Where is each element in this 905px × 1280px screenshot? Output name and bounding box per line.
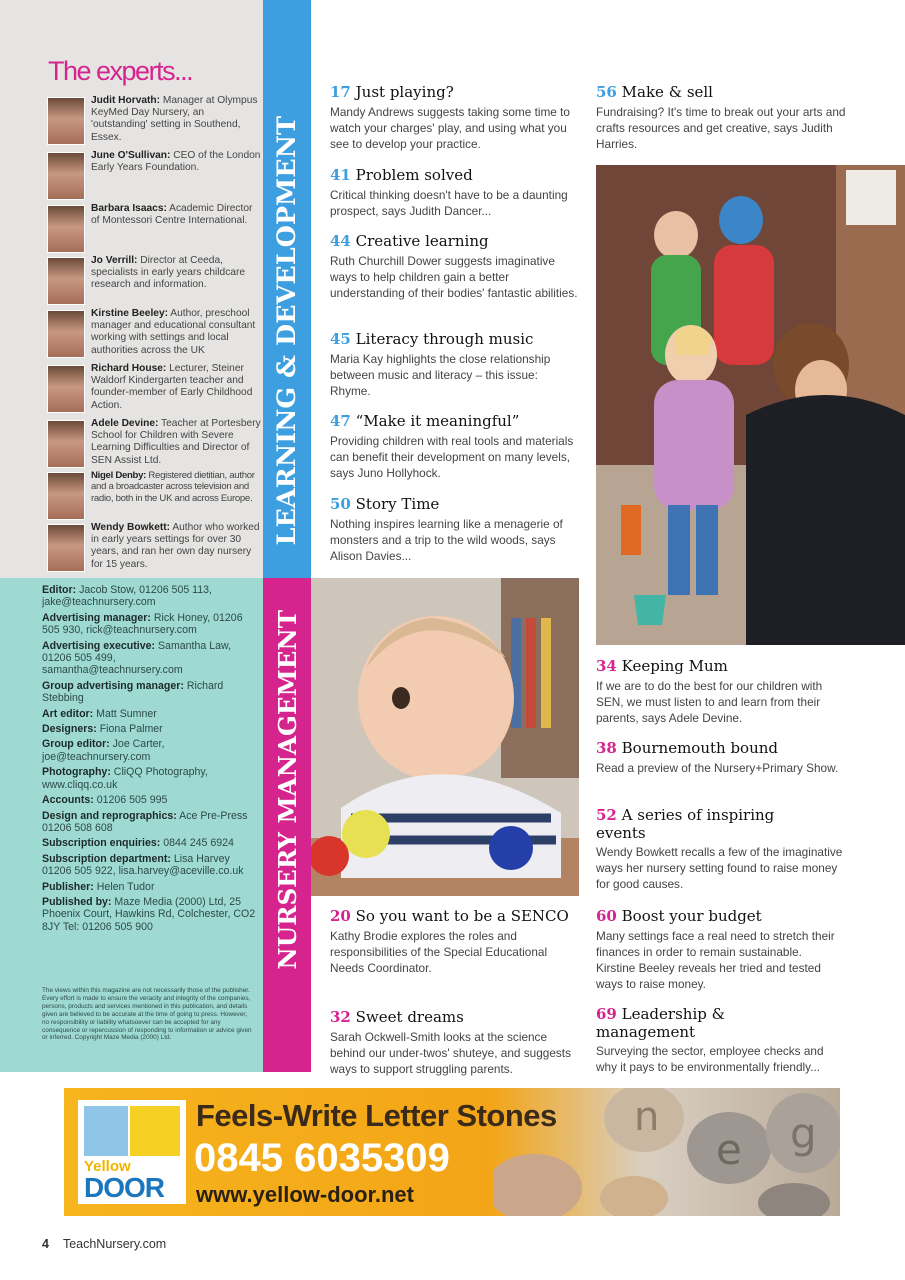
article-45[interactable] (330, 331, 580, 399)
expert-name: Adele Devine: (91, 418, 159, 429)
experts-title: The experts... (48, 56, 193, 86)
article-title: So you want to be a SENCO (355, 907, 569, 925)
credits-list (42, 584, 258, 936)
article-41[interactable] (330, 167, 580, 219)
baby-illustration (311, 578, 579, 896)
article-20[interactable] (330, 908, 575, 976)
expert-bio: Academic Director of Montessori Centre International. (91, 203, 253, 227)
article-52[interactable] (596, 807, 844, 892)
article-number: 45 (330, 330, 351, 348)
credit-designers: Designers: Fiona Palmer (42, 723, 163, 736)
expert-name: Barbara Isaacs: (91, 203, 167, 214)
advert-url[interactable]: www.yellow-door.net (196, 1182, 414, 1207)
article-number: 47 (330, 412, 351, 430)
article-desc: Sarah Ockwell-Smith looks at the science behind our under-twos' shuteye, and suggests ways to support struggling parents. (330, 1029, 571, 1076)
expert-bio: CEO of the London Early Years Foundation. (91, 150, 261, 174)
article-number: 38 (596, 739, 617, 757)
article-desc: Nothing inspires learning like a menagerie of monsters and a trip to the wild woods, says Alison Davies... (330, 516, 563, 563)
credit-published-by: Published by: Maze Media (2000) Ltd, 25 Phoenix Court, Hawkins Rd, Colchester, CO2 8JY Tel: 01206 505 900 (42, 895, 256, 933)
expert-name: Kirstine Beeley: (91, 308, 169, 319)
article-desc: Ruth Churchill Dower suggests imaginative ways to help children gain a better understanding of their bodies' fantastic abilities. (330, 253, 578, 300)
article-38[interactable] (596, 740, 844, 776)
article-32[interactable] (330, 1009, 580, 1077)
expert-photo (47, 472, 85, 520)
logo-door-text: DOOR (84, 1172, 164, 1203)
article-desc: Kathy Brodie explores the roles and responsibilities of the Special Educational Needs Coordinator. (330, 928, 548, 975)
yellow-door-advert[interactable] (64, 1088, 840, 1216)
article-60[interactable] (596, 908, 844, 992)
expert-name: Jo Verrill: (91, 255, 138, 266)
article-title: Keeping Mum (621, 657, 728, 675)
credit-accounts: Accounts: 01206 505 995 (42, 794, 168, 807)
footer-site: TeachNursery.com (62, 1237, 167, 1251)
article-number: 17 (330, 83, 351, 101)
expert-name: Richard House: (91, 363, 167, 374)
expert-photo (47, 420, 85, 468)
article-69[interactable] (596, 1006, 844, 1075)
article-number: 60 (596, 907, 617, 925)
article-34[interactable] (596, 658, 844, 726)
expert-name: June O'Sullivan: (91, 150, 171, 161)
credit-ad-manager: Advertising manager: Rick Honey, 01206 505 930, rick@teachnursery.com (42, 611, 243, 637)
page-footer (42, 1237, 166, 1251)
expert-bio: Registered dietitian, author and a broadcaster across television and radio, both in the UK and across Europe. (91, 470, 255, 504)
page-number: 4 (42, 1237, 49, 1251)
svg-text:g: g (790, 1109, 817, 1158)
article-number: 52 (596, 806, 617, 824)
credit-subscription-enquiries: Subscription enquiries: 0844 245 6924 (42, 837, 234, 850)
article-desc: Maria Kay highlights the close relationship between music and literacy – this issue: Rhyme. (330, 351, 551, 398)
article-title: Sweet dreams (355, 1008, 464, 1026)
article-number: 69 (596, 1005, 617, 1023)
article-number: 34 (596, 657, 617, 675)
expert-name: Wendy Bowkett: (91, 522, 171, 533)
credit-photography: Photography: CliQQ Photography, www.cliqq.co.uk (42, 766, 208, 791)
svg-text:e: e (716, 1125, 742, 1174)
article-17[interactable] (330, 84, 580, 152)
article-title: Problem solved (355, 166, 473, 184)
article-desc: Surveying the sector, employee checks and why it pays to be environmentally friendly... (596, 1044, 824, 1074)
article-desc: Read a preview of the Nursery+Primary Show. (596, 760, 839, 775)
svg-text:n: n (634, 1094, 660, 1140)
article-number: 56 (596, 83, 617, 101)
article-desc: Critical thinking doesn't have to be a daunting prospect, says Judith Dancer... (330, 187, 568, 218)
credit-publisher: Publisher: Helen Tudor (42, 880, 155, 893)
expert-bio: Author who worked in early years settings for over 30 years, and ran her own day nursery for 15 years. (91, 522, 260, 570)
logo-yellow-text: Yellow (84, 1158, 131, 1175)
article-number: 50 (330, 495, 351, 513)
article-title: Boost your budget (621, 907, 762, 925)
article-title: Make & sell (621, 83, 713, 101)
credit-group-editor: Group editor: Joe Carter, joe@teachnursery.com (42, 738, 165, 763)
credit-art-editor: Art editor: Matt Sumner (42, 707, 157, 720)
expert-bio: Teacher at Portesbery School for Children with Severe Learning Difficulties and Director of SEN Assist Ltd. (91, 418, 261, 466)
article-44[interactable] (330, 233, 580, 301)
credit-group-ad-manager: Group advertising manager: Richard Stebbing (42, 679, 224, 705)
article-number: 41 (330, 166, 351, 184)
article-desc: Wendy Bowkett recalls a few of the imaginative ways her nursery setting found to raise money for good causes. (596, 845, 843, 891)
article-47[interactable] (330, 413, 580, 481)
article-title: A series of inspiring events (596, 806, 775, 842)
expert-photo (47, 524, 85, 572)
nursery-management-label: NURSERY MANAGEMENT (272, 610, 302, 970)
article-desc: Providing children with real tools and materials can benefit their development on many levels, says Juno Hollyhock. (330, 433, 574, 480)
children-playing-illustration (596, 165, 905, 645)
baby-playing-photo (311, 578, 579, 896)
article-56[interactable] (596, 84, 846, 152)
article-title: Leadership & management (596, 1005, 725, 1041)
credit-design-repro: Design and reprographics: Ace Pre-Press 01206 508 608 (42, 809, 248, 834)
expert-bio: Lecturer, Steiner Waldorf Kindergarten teacher and founder-member of Early Childhood Action. (91, 363, 253, 411)
article-title: Bournemouth bound (621, 739, 779, 757)
expert-bio: Manager at Olympus KeyMed Day Nursery, an 'outstanding' setting in Southend, Essex. (91, 95, 258, 143)
expert-photo (47, 365, 85, 413)
article-desc: Mandy Andrews suggests taking some time to watch your charges' play, and using what you see to develop your practice. (330, 104, 570, 151)
article-desc: If we are to do the best for our children with SEN, we must listen to and learn from their parents, says Adele Devine. (596, 678, 823, 725)
article-desc: Fundraising? It's time to break out your arts and crafts resources and get creative, says Judith Harries. (596, 104, 846, 151)
article-title: Just playing? (355, 83, 454, 101)
disclaimer: The views within this magazine are not necessarily those of the publisher. Every effort is made to ensure the veracity and integrity of the companies, persons, products and services mentioned in this publication, and details given are believed to be accurate at the time of going to press. However, no responsibility or liability whatsoever can be accepted for any consequence or repercussion of responding to information or advice given or inferred. Copyright Maze Media (2000) Ltd. (42, 987, 252, 1042)
expert-name: Judit Horvath: (91, 95, 161, 106)
article-title: Creative learning (355, 232, 489, 250)
article-number: 20 (330, 907, 351, 925)
yellow-door-logo (78, 1100, 186, 1204)
article-title: “Make it meaningful” (355, 412, 520, 430)
expert-photo (47, 205, 85, 253)
credit-ad-executive: Advertising executive: Samantha Law, 01206 505 499, samantha@teachnursery.com (42, 639, 232, 677)
advert-phone: 0845 6035309 (194, 1136, 450, 1180)
expert-photo (47, 97, 85, 145)
expert-name: Nigel Denby: (91, 470, 147, 481)
article-number: 44 (330, 232, 351, 250)
learning-development-label: LEARNING & DEVELOPMENT (272, 116, 302, 546)
expert-bio: Director at Ceeda, specialists in early years childcare research and information. (91, 255, 246, 291)
children-playing-photo (596, 165, 905, 645)
expert-photo (47, 310, 85, 358)
credit-subscription-department: Subscription department: Lisa Harvey 01206 505 922, lisa.harvey@aceville.co.uk (42, 852, 244, 878)
article-number: 32 (330, 1008, 351, 1026)
expert-bio: Author, preschool manager and educational consultant working with settings and local authorities across the UK (91, 308, 256, 356)
article-title: Story Time (355, 495, 440, 513)
advert-headline: Feels-Write Letter Stones (196, 1098, 557, 1133)
credit-editor: Editor: Jacob Stow, 01206 505 113, jake@teachnursery.com (42, 584, 213, 609)
article-title: Literacy through music (355, 330, 534, 348)
article-desc: Many settings face a real need to stretch their finances in order to remain sustainable. Kirstine Beeley reveals her tried and tested ways to raise money. (596, 928, 835, 991)
article-50[interactable] (330, 496, 580, 564)
expert-photo (47, 152, 85, 200)
expert-photo (47, 257, 85, 305)
